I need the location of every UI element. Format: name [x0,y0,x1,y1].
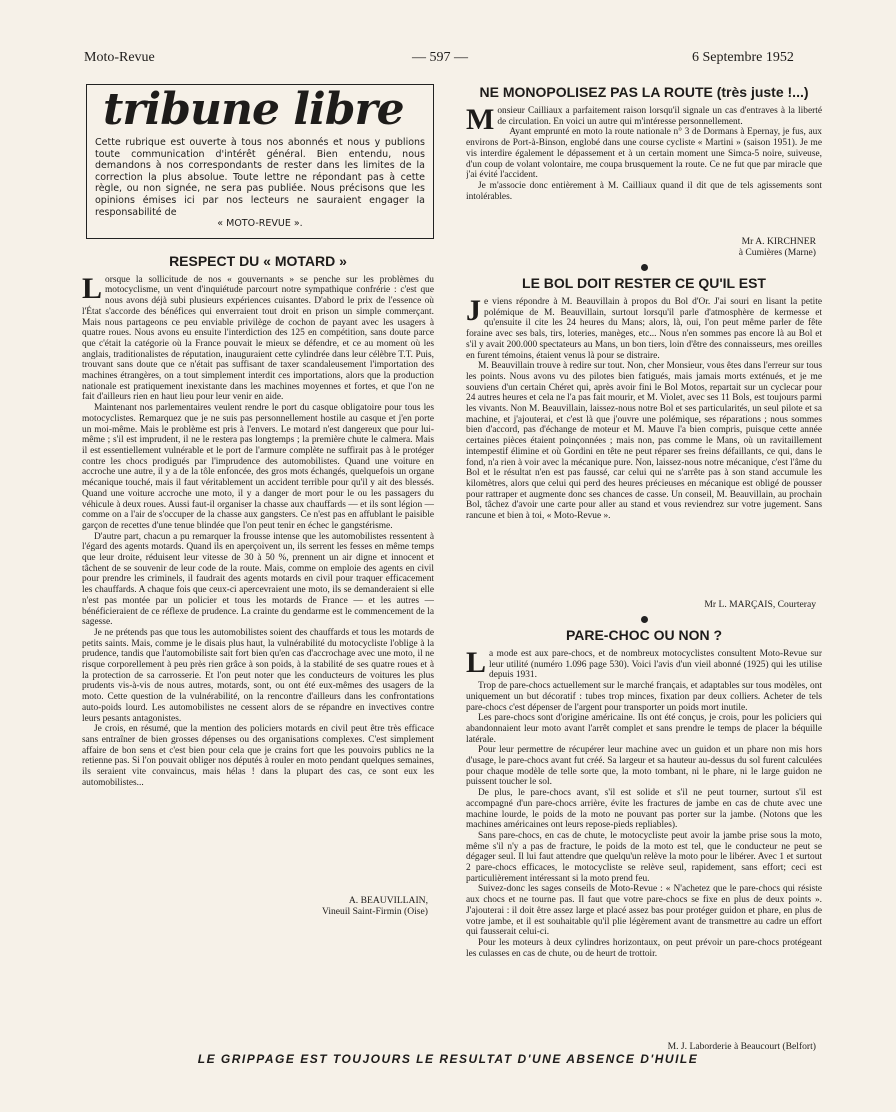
parechoc-paragraph: Pour les moteurs à deux cylindres horizontaux, on peut prévoir un pare-chocs protégeant les culasses en cas de chute, ou de heurt de trottoir. [466,937,822,959]
motorisez-paragraph: onsieur Cailliaux a parfaitement raison lorsqu'il signale un cas d'entraves à la liberté de circulation. En voici un autre qui m'intéresse personnellement. [497,106,822,127]
left-column [82,80,434,917]
issue-date: 6 Septembre 1952 [692,50,794,65]
respect-author: A. BEAUVILLAIN, [348,894,428,906]
page-number: — 597 — [412,50,468,65]
tribune-intro-end: « MOTO-REVUE ». [217,218,303,230]
section-bullet [641,616,648,623]
motorisez-body [466,106,822,234]
respect-paragraph: Je ne prétends pas que tous les automobilistes soient des chauffards et tous les motards de petits saints. Mais, comme je le disais plus haut, la vulnérabilité du motocycliste l'oblige à la prudence, tandis que l'automobiliste sait fort bien qu'en cas d'accrochage avec une moto, il ne risque corporellement à peu près rien grâce à son poids, à la stabilité de ses quatre roues et à la protection de sa carrosserie. Et l'on peut noter que les conducteurs de voitures les plus prudents vis-à-vis de nous autres, motards, sont, ou ont été eux-mêmes des usagers de la moto. Cette question de la vulnérabilité, on la rencontre d'ailleurs dans les confrontations auto-poids lourd. Les automobilistes ne cessent alors de se répandre en invectives contre leurs pesants antagonistes. [82,627,434,724]
bol-author: Mr L. MARÇAIS, Courteray [704,599,816,610]
tribune-libre-title: tribune libre [103,84,404,135]
tribune-intro-text: Cette rubrique est ouverte à tous nos abonnés et nous y publions toute communication d'intérêt général. Bien entendu, nous demandons à nos correspondants de rester dans les limites de la correction la plus absolue. Toute lettre ne répondant pas à cette règle, ou non signée, ne sera pas publiée. Nous précisons que les opinions émises ici par nos lecteurs ne sauraient engager la responsabilité de [95,137,425,218]
parechoc-paragraph: De plus, le pare-chocs avant, s'il est solide et s'il ne peut tourner, surtout s'il est accompagné d'un pare-chocs arrière, évite les fractures de jambe en cas de chute avec une machine lourde, le poids de la moto ne pouvant pas porter sur la jambe. (Notons que les machines américaines ont leurs repose-pieds repliables). [466,788,822,831]
bol-title: LE BOL DOIT RESTER CE QU'IL EST [522,275,766,291]
respect-location: Vineuil Saint-Firmin (Oise) [321,905,428,917]
parechoc-paragraph: Pour leur permettre de récupérer leur machine avec un guidon et un phare non mis hors d'usage, le pare-chocs avant fut créé. Sa largeur et sa hauteur au-dessus du sol furent calculées pour chaque modèle de telle sorte que, la moto tombant, ni le phare, ni le large guidon ne puissent toucher le sol. [466,745,822,788]
parechoc-paragraph: Trop de pare-chocs actuellement sur le marché français, et adaptables sur tous modèles, ont uniquement un but décoratif : tubes trop minces, fixation par deux colliers. Acheter de tels pare-chocs c'est dépenser de l'argent pour transporter un poids mort inutile. [466,681,822,713]
bol-body [466,297,822,597]
respect-paragraph: Maintenant nos parlementaires veulent rendre le port du casque obligatoire pour tous les motocyclistes. Remarquez que je ne suis pas personnellement hostile au casque et j'en porte un moi-même. Mais le problème est pris à l'envers. Le motard n'est dangereux que pour lui-même ; s'il est imprudent, il ne le restera pas longtemps ; la première chute le calmera. Mais il est essentiellement vulnérable et le port de l'armure complète ne suffirait pas à le protéger contre les chocs prodigués par l'imprudence des automobilistes. Quand une voiture en accroche une autre, il y a de la tôle enfoncée, des gros mots échangés, quelquefois un organe mécanique touché, mais il faut véritablement un accident terrible pour qu'il y ait des blessés. Quand une voiture accroche une moto, il y a danger de mort pour le ou les passagers du véhicule à deux roues. Aussi faut-il organiser la chasse aux chauffards — et ils sont légion — comme on a l'air de s'occuper de la chasse aux gangsters. Ce n'est pas en affublant le paisible garçon de recettes d'une tenue blindée que l'on peut tenir en échec le gangstérisme. [82,403,434,531]
footer-slogan: LE GRIPPAGE EST TOUJOURS LE RESULTAT D'UNE ABSENCE D'HUILE [197,1052,699,1066]
parechoc-paragraph: Sans pare-chocs, en cas de chute, le motocycliste peut avoir la jambe prise sous la moto, même s'il n'y a pas de fracture, le poids de la moto est tel, que le conducteur ne peut se dégager seul. Il lui faut attendre que quelqu'un relève la moto pour le libérer. Avec 1 et surtout 2 pare-chocs efficaces, le motocycliste se relève seul, rapidement, sans effort; ceci est particulièrement intéressant si la moto prend feu. [466,830,822,884]
parechoc-paragraph: Les pare-chocs sont d'origine américaine. Ils ont été conçus, je crois, pour les policiers qui abandonnaient leur moto avant l'arrêt complet et sans prendre le temps de placer la béquille latérale. [466,713,822,745]
drop-cap: J [466,297,481,327]
motorisez-title: NE MONOPOLISEZ PAS LA ROUTE (très juste !...) [479,84,809,100]
motorisez-paragraph: Je m'associe donc entièrement à M. Cailliaux quand il dit que de tels agissements sont intolérables. [466,180,822,202]
respect-body [82,275,434,893]
bol-paragraph: e viens répondre à M. Beauvillain à propos du Bol d'Or. J'ai souri en lisant la petite polémique de M. Beauvillain, surtout lorsqu'il parle d'atmosphère de kermesse et qu'ensuite il cite les 24 heures du Mans; alors, là, oui, l'on peut même parler de fête foraine avec ses bals, tirs, loteries, manèges, etc... Nous n'en sommes pas encore là au Bol et s'il y avait 200.000 spectateurs au Mans, un bon tiers, loin d'être des connaisseurs, mes oreilles en furent témoins, étaient venus là pour se distraire. [466,297,822,361]
drop-cap: L [466,649,487,679]
motorisez-location: à Cumières (Marne) [738,247,816,258]
parechoc-paragraph: a mode est aux pare-chocs, et de nombreux motocyclistes consultent Moto-Revue sur leur utilité (numéro 1.096 page 530). Voici l'avis d'un vieil abonné (1925) qui les utilise depuis 1931. [489,649,822,681]
respect-paragraph: Je crois, en résumé, que la mention des policiers motards en civil peut être très efficace sans entraîner de bien grosses dépenses ou des organisations complexes. C'est simplement affaire de bon sens et c'est bien pour cela que je crains fort que les pouvoirs publics ne la retienne pas. Si l'on pouvait obliger nos députés à rouler en moto pendant quelques semaines, ils seraient vite convaincus, mais hélas ! dans la plupart des cas, ce sont eux les automobilistes... [82,724,434,788]
parechoc-body [466,649,822,1039]
drop-cap: M [466,106,495,136]
motorisez-author: Mr A. KIRCHNER [741,236,816,247]
bol-paragraph: M. Beauvillain trouve à redire sur tout. Non, cher Monsieur, vous êtes dans l'erreur sur tous les points. Nous avons vu des pilotes bien fatigués, mais jamais morts exténués, et je me souviens d'un certain Chéret qui, après avoir fini le Bol Motos, repartait sur un cyclecar pour 24 autres heures et cela ne l'a pas fait mourir, et M. Violet, avec ses 11 Bols, est toujours parmi les vivants. Non M. Beauvillain, laissez-nous notre Bol et ses particularités, un seul pilote et sa machine, et j'ajouterai, et c'est là que j'ouvre une polémique, ses réparations ; nous sommes bien d'accord, pas d'échange de moteur et M. Mauve l'a bien compris, puisque cette année certaines pièces étaient poinçonnées ; mais non, pas comme le Mans, où un ravitaillement intempestif élimine et où Gordini en tête ne peut réparer ses freins défaillants, ce qui, dans le fond, n'a rien à voir avec la mécanique pure. Non, laissez-nous notre mécanique, c'est l'âme du Bol et le résultat n'en est pas faussé, car celui qui ne s'arrête pas à son stand accumule les kilomètres, alors que celui qui perd des heures précieuses en mécanique est obligé de pousser pour rattraper et augmente donc ses chances de casse. Un conseil, M. Beauvillain, au prochain Bol, tâchez d'avoir une carte pour aller au stand et vous reviendrez sur votre jugement. Sans rancune et bien à toi, « Moto-Revue ». [466,361,822,522]
parechoc-author: M. J. Laborderie à Beaucourt (Belfort) [667,1041,816,1052]
tribune-intro [95,137,425,230]
drop-cap: L [82,274,103,305]
respect-title: RESPECT DU « MOTARD » [169,252,347,269]
motorisez-paragraph: Ayant emprunté en moto la route nationale n° 3 de Dormans à Epernay, je fus, aux environs de Port-à-Binson, englobé dans une course cycliste « Martini » (saison 1951). Je me vis interdire également le dépassement et à un certain moment une Simca-5 noire, suiveuse, d'un coup de volant volontaire, me coupa brusquement la route. Ce ne fut que par miracle que j'ai évité l'accident. [466,127,822,181]
magazine-name: Moto-Revue [84,50,155,65]
parechoc-paragraph: Suivez-donc les sages conseils de Moto-Revue : « N'achetez que le pare-chocs qui résiste aux chocs et ne tourne pas. Il faut que votre pare-chocs se fixe en plus de deux points ». J'ajouterai : il doit être assez large et placé assez bas pour protéger guidon et phare, en plus de votre jambe, et il est souhaitable qu'il plie légèrement avant de transmettre au cadre un effort qui fausserait celui-ci. [466,884,822,938]
parechoc-title: PARE-CHOC OU NON ? [565,627,723,643]
respect-paragraph: D'autre part, chacun a pu remarquer la frousse intense que les automobilistes ressentent à l'égard des agents motards. Quand ils en aperçoivent un, ils serrent les fesses en même temps que leur droite, réduisent leur vitesse de 30 à 50 %, prennent un air digne et innocent et tâchent de se souvenir de leur code de la route. Mais, comme on emploie des agents en civil pour prendre les criminels, il faudrait des agents motards en civil pour traquer efficacement les chauffards. A chaque fois que ceux-ci apercevraient une moto, ils se demanderaient si elle n'est pas montée par un policier et tous les motards de France — et les autres — bénéficieraient de ce réflexe de prudence. La crainte du gendarme est le commencement de la sagesse. [82,531,434,628]
respect-paragraph: orsque la sollicitude de nos « gouvernants » se penche sur les problèmes du motocyclisme, un vent d'inquiétude parcourt notre sympathique confrérie : c'est que nous avons déjà subi plusieurs expériences cuisantes. D'abord le prix de l'essence où l'État s'accorde des bénéfices qui enverraient tout droit en prison un simple commerçant. Mais nous partageons ce peu enviable privilège de cochon de payant avec les usagers à quatre roues. Nous avons eu ensuite l'interdiction des 125 en compétition, sans doute parce que c'était la catégorie où la France pouvait le mieux se défendre, et ce au moment où les anglais, traditionalistes de réputation, inauguraient cette cylindrée dans leur célèbre T.T. Puis, trouvant sans doute que ce n'était pas suffisant de taxer scandaleusement l'importation des machines étrangères, on a tout simplement interdit ces importations, alors que la production nationale est pratiquement inexistante dans les machines moyennes et fortes, et que l'on ne fait d'ailleurs rien en haut lieu pour leur venir en aide. [82,274,434,403]
right-column [466,82,822,1052]
tribune-libre-box [86,84,434,239]
section-bullet [641,264,648,271]
